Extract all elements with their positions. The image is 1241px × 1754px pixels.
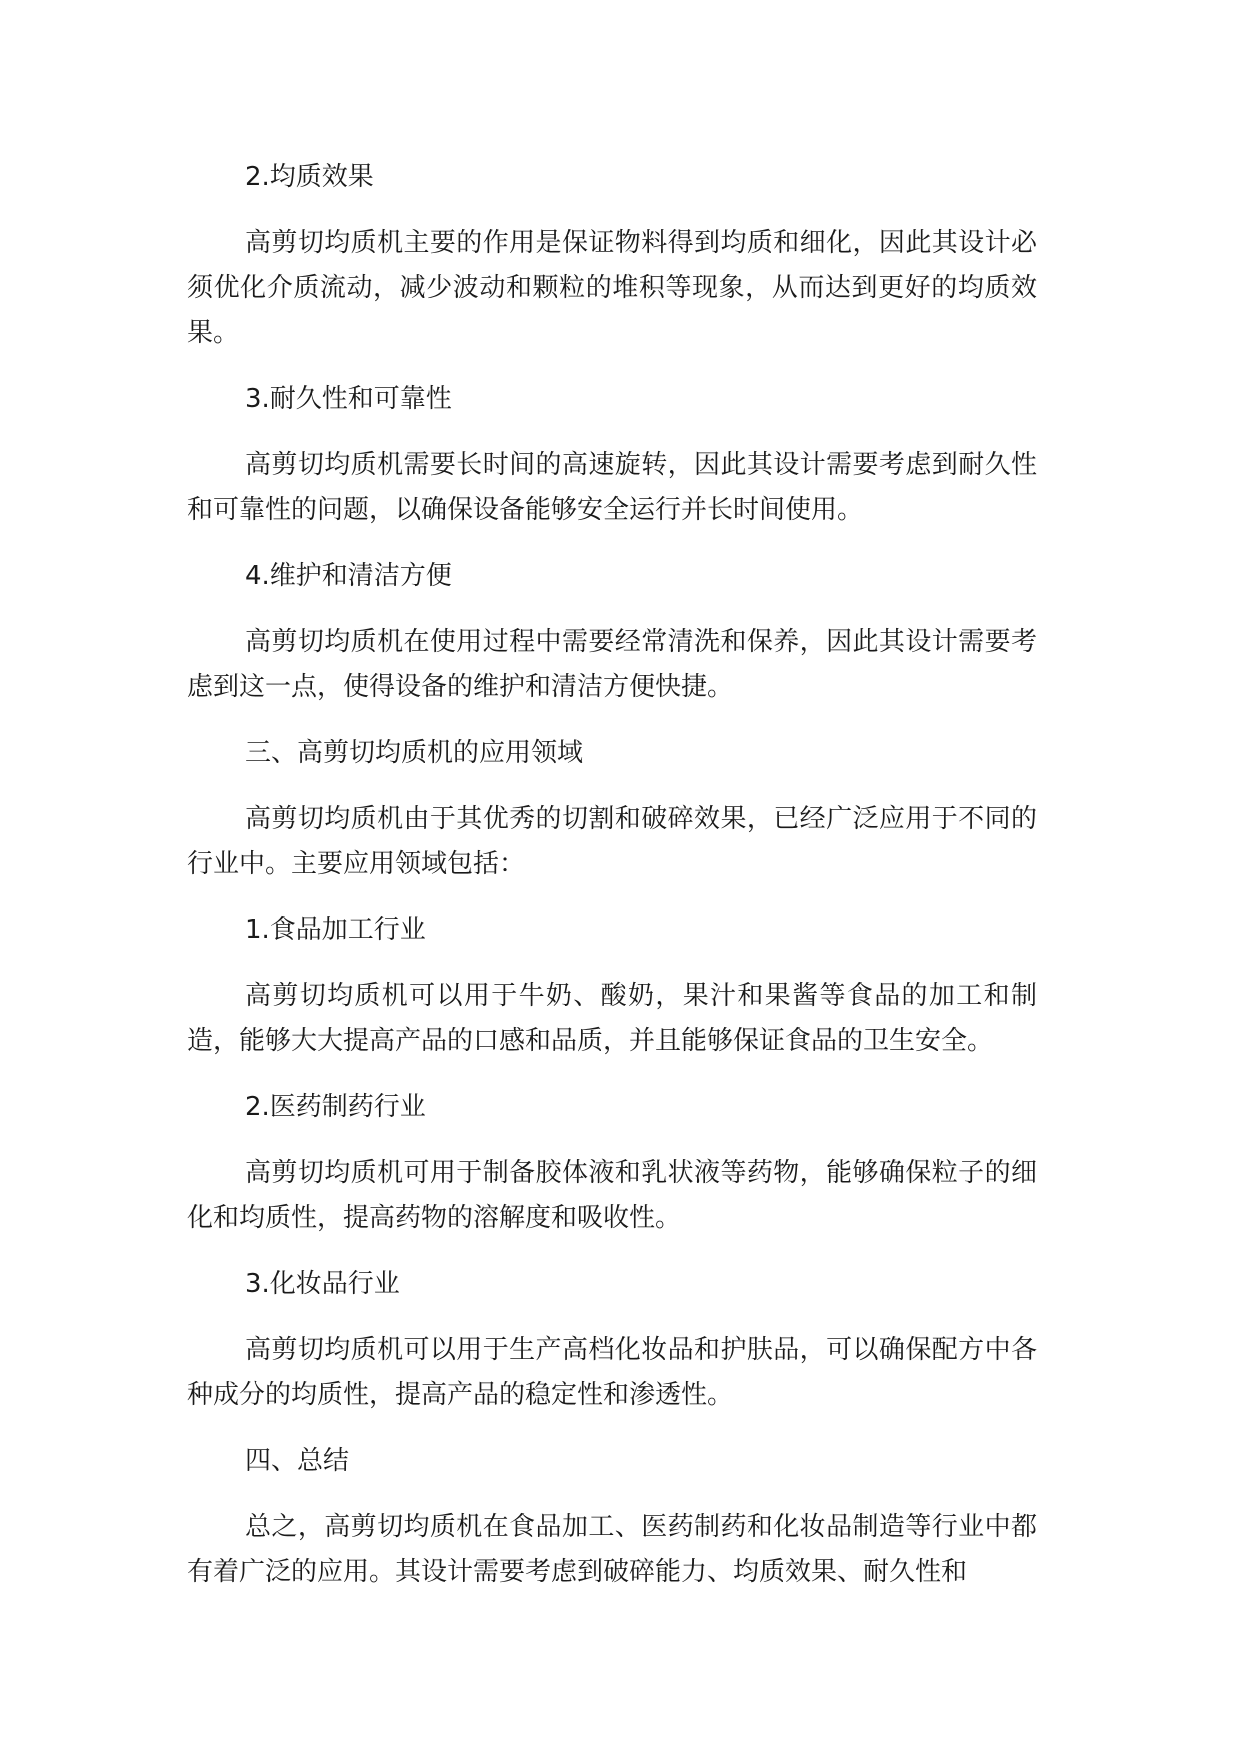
subheading-food-processing: 1.食品加工行业: [245, 915, 426, 945]
paragraph-durability-reliability: 高剪切均质机需要长时间的高速旋转，因此其设计需要考虑到耐久性和可靠性的问题，以确保设备能够安全运行并长时间使用。: [187, 450, 1037, 525]
subheading-maintenance-cleaning: 4.维护和清洁方便: [245, 561, 452, 591]
subheading-homogenizing-effect: 2.均质效果: [245, 162, 374, 192]
paragraph-cosmetics: 高剪切均质机可以用于生产高档化妆品和护肤品，可以确保配方中各种成分的均质性，提高产品的稳定性和渗透性。: [187, 1335, 1037, 1410]
section-heading-applications: 三、高剪切均质机的应用领域: [245, 738, 584, 768]
paragraph-summary: 总之，高剪切均质机在食品加工、医药制药和化妆品制造等行业中都有着广泛的应用。其设计需要考虑到破碎能力、均质效果、耐久性和: [187, 1512, 1037, 1587]
paragraph-homogenizing-effect: 高剪切均质机主要的作用是保证物料得到均质和细化，因此其设计必须优化介质流动，减少波动和颗粒的堆积等现象，从而达到更好的均质效果。: [187, 228, 1037, 348]
section-heading-summary: 四、总结: [245, 1446, 350, 1476]
document-body: [187, 155, 1037, 1616]
paragraph-applications-intro: 高剪切均质机由于其优秀的切割和破碎效果，已经广泛应用于不同的行业中。主要应用领域包括：: [187, 804, 1037, 879]
paragraph-food-processing: 高剪切均质机可以用于牛奶、酸奶，果汁和果酱等食品的加工和制造，能够大大提高产品的口感和品质，并且能够保证食品的卫生安全。: [187, 981, 1037, 1056]
paragraph-maintenance-cleaning: 高剪切均质机在使用过程中需要经常清洗和保养，因此其设计需要考虑到这一点，使得设备的维护和清洁方便快捷。: [187, 627, 1037, 702]
subheading-pharmaceutical: 2.医药制药行业: [245, 1092, 426, 1122]
subheading-cosmetics: 3.化妆品行业: [245, 1269, 400, 1299]
subheading-durability-reliability: 3.耐久性和可靠性: [245, 384, 452, 414]
paragraph-pharmaceutical: 高剪切均质机可用于制备胶体液和乳状液等药物，能够确保粒子的细化和均质性，提高药物的溶解度和吸收性。: [187, 1158, 1037, 1233]
